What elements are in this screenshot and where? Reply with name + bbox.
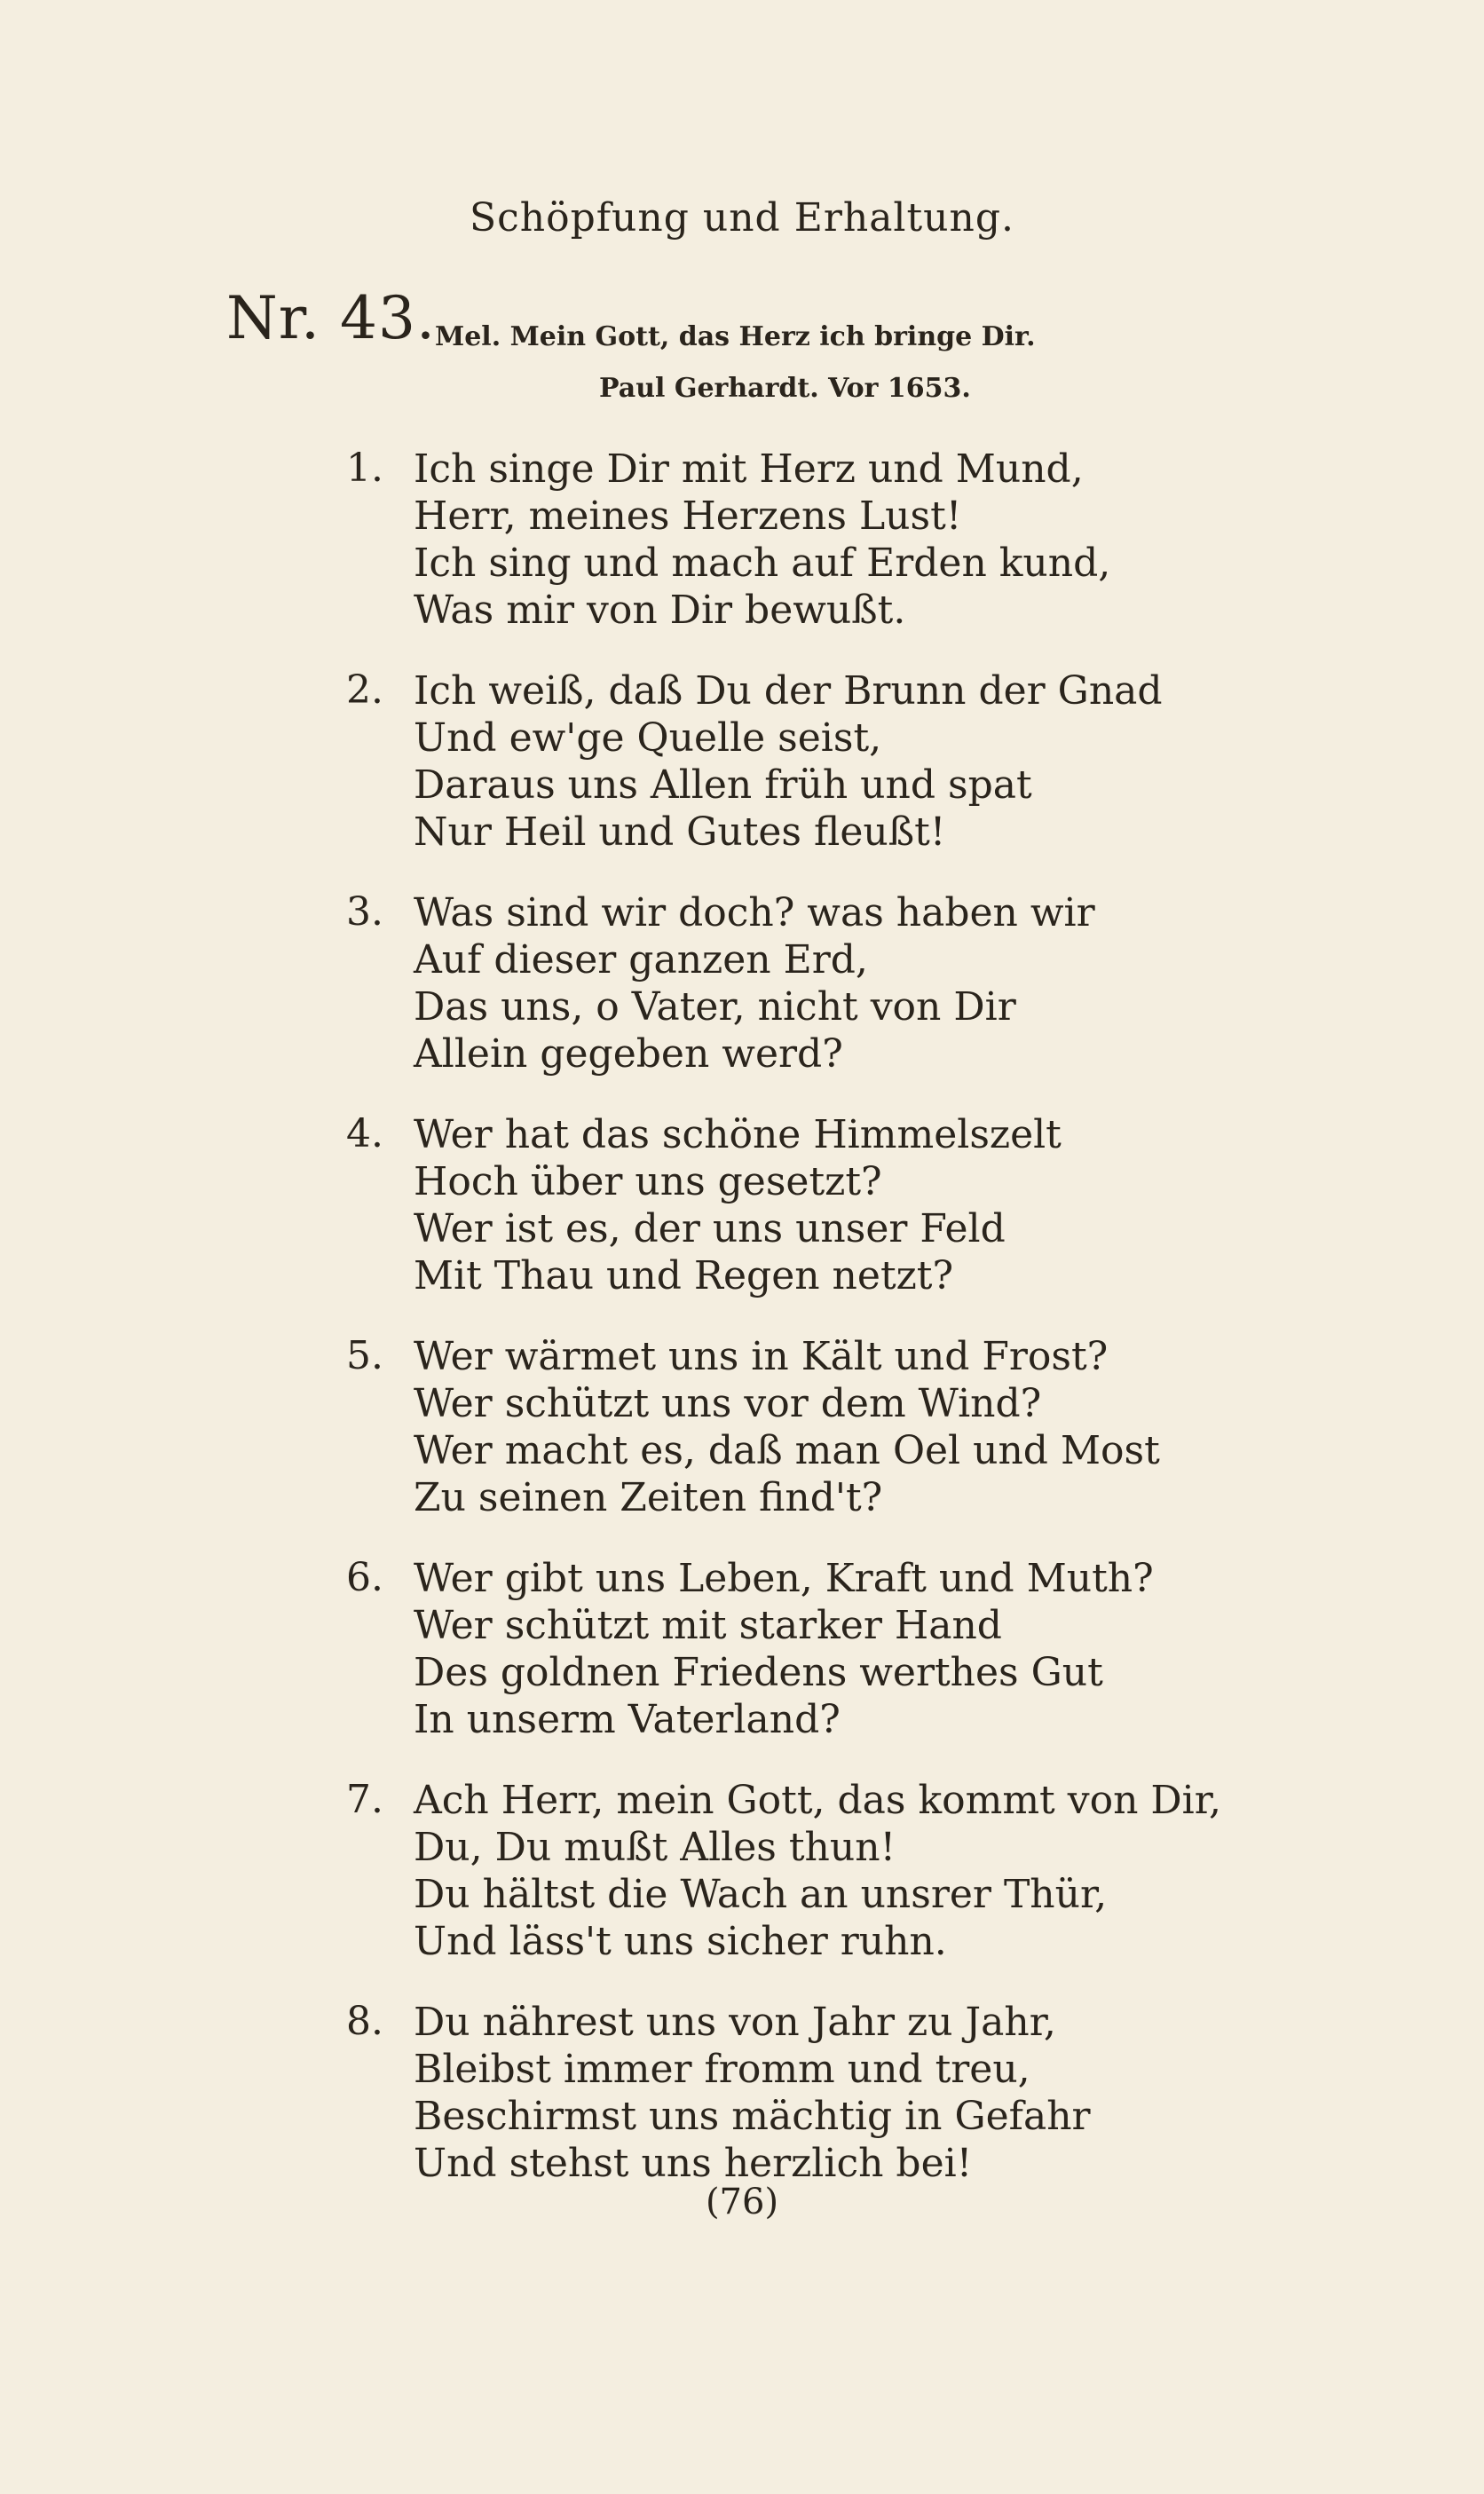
verse-line: Des goldnen Friedens werthes Gut (414, 1650, 1103, 1695)
verse-line: Wer hat das schöne Himmelszelt (414, 1112, 1062, 1157)
verse-line: In unserm Vaterland? (414, 1697, 841, 1742)
verse-line: Und läss't uns sicher ruhn. (414, 1919, 947, 1964)
verse-line: Wer schützt mit starker Hand (414, 1603, 1002, 1648)
verse-line: Ach Herr, mein Gott, das kommt von Dir, (414, 1778, 1221, 1823)
hymn-number: Nr. 43. (226, 284, 436, 352)
stanza-number: 7. (346, 1777, 383, 1822)
verse-line: Wer schützt uns vor dem Wind? (414, 1381, 1042, 1426)
verse-line: Allein gegeben werd? (414, 1031, 843, 1077)
stanza-number: 1. (346, 446, 383, 491)
verse-line: Wer wärmet uns in Kält und Frost? (414, 1334, 1109, 1379)
stanza-number: 6. (346, 1555, 383, 1600)
verse-line: Und ew'ge Quelle seist, (414, 715, 882, 761)
verse-line: Das uns, o Vater, nicht von Dir (414, 984, 1016, 1030)
verse-line: Ich sing und mach auf Erden kund, (414, 541, 1111, 586)
section-title: Schöpfung und Erhaltung. (469, 195, 1015, 241)
verse-line: Nur Heil und Gutes fleußt! (414, 809, 946, 855)
verse-line: Herr, meines Herzens Lust! (414, 493, 962, 539)
stanza-number: 5. (346, 1333, 383, 1378)
verse-line: Und stehst uns herzlich bei! (414, 2141, 973, 2186)
verse-line: Du, Du mußt Alles thun! (414, 1825, 896, 1870)
verse-line: Wer gibt uns Leben, Kraft und Muth? (414, 1556, 1154, 1601)
verse-line: Du hältst die Wach an unsrer Thür, (414, 1872, 1108, 1917)
verse-line: Daraus uns Allen früh und spat (414, 762, 1032, 808)
stanza-number: 4. (346, 1111, 383, 1156)
verse-line: Wer ist es, der uns unser Feld (414, 1206, 1006, 1251)
author-line: Paul Gerhardt. Vor 1653. (599, 373, 971, 404)
verse-line: Ich weiß, daß Du der Brunn der Gnad (414, 668, 1163, 714)
stanza-number: 2. (346, 667, 383, 713)
verse-line: Wer macht es, daß man Oel und Most (414, 1428, 1160, 1473)
verse-line: Was mir von Dir bewußt. (414, 588, 906, 633)
verse-line: Zu seinen Zeiten find't? (414, 1475, 883, 1520)
stanza-number: 8. (346, 1999, 383, 2044)
verse-line: Bleibst immer fromm und treu, (414, 2047, 1030, 2092)
verse-line: Ich singe Dir mit Herz und Mund, (414, 446, 1084, 492)
page-number: (76) (705, 2182, 779, 2222)
stanza-number: 3. (346, 889, 383, 935)
verse-line: Du nährest uns von Jahr zu Jahr, (414, 2000, 1056, 2045)
verse-line: Mit Thau und Regen netzt? (414, 1253, 954, 1298)
verse-line: Auf dieser ganzen Erd, (414, 937, 868, 983)
verse-line: Was sind wir doch? was haben wir (414, 890, 1095, 935)
verse-line: Beschirmst uns mächtig in Gefahr (414, 2094, 1091, 2139)
verse-line: Hoch über uns gesetzt? (414, 1159, 882, 1204)
melody-line: Mel. Mein Gott, das Herz ich bringe Dir. (435, 321, 1036, 352)
